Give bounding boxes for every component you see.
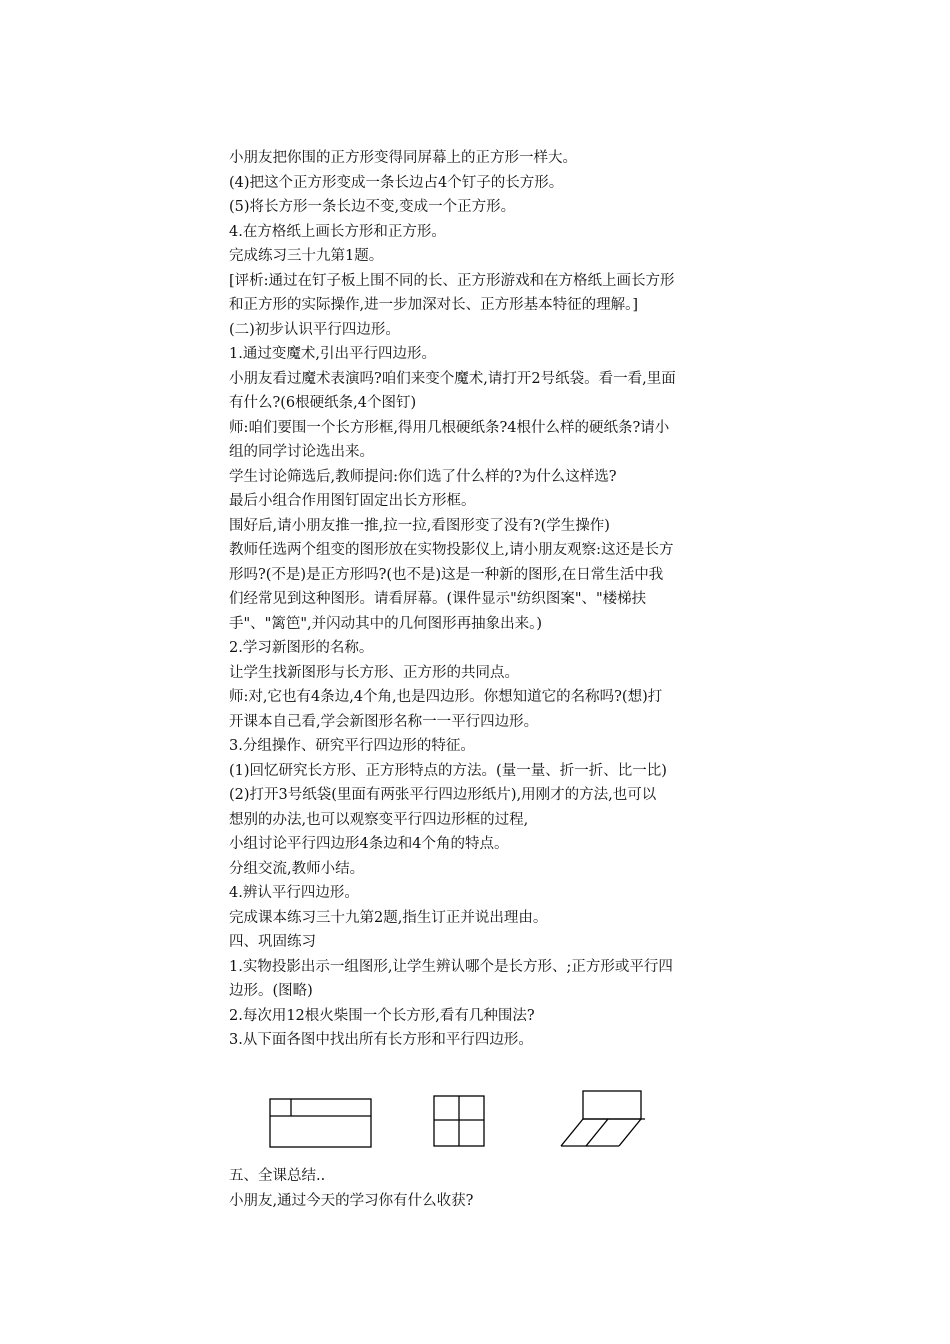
square-grid-figure (434, 1096, 484, 1146)
rectangle-figure (270, 1099, 371, 1147)
text-line: 有什么?(6根硬纸条,4个图钉) (229, 395, 417, 411)
text-line: (4)把这个正方形变成一条长边占4个钉子的长方形。 (229, 174, 564, 191)
text-line: 四、巩固练习 (229, 934, 316, 950)
text-line: 手"、"篱笆",并闪动其中的几何图形再抽象出来。) (229, 615, 543, 632)
text-line: 们经常见到这种图形。请看屏幕。(课件显示"纺织图案"、"楼梯扶 (229, 591, 647, 607)
text-line: 小组讨论平行四边形4条边和4个角的特点。 (229, 836, 509, 852)
text-line: (1)回忆研究长方形、正方形特点的方法。(量一量、折一折、比一比) (229, 762, 667, 779)
section-heading: 五、全课总结.. (229, 1168, 326, 1184)
text-line: 让学生找新图形与长方形、正方形的共同点。 (229, 664, 519, 681)
text-line: 3.分组操作、研究平行四边形的特征。 (229, 738, 475, 754)
text-line: (二)初步认识平行四边形。 (229, 321, 400, 338)
text-line: 4.在方格纸上画长方形和正方形。 (229, 223, 446, 240)
text-line: 小朋友,通过今天的学习你有什么收获? (229, 1193, 474, 1209)
text-line: 师:对,它也有4条边,4个角,也是四边形。你想知道它的名称吗?(想)打 (229, 689, 663, 705)
text-line: (5)将长方形一条长边不变,变成一个正方形。 (229, 199, 516, 215)
text-line: 2.学习新图形的名称。 (229, 640, 374, 656)
text-line: 1.通过变魔术,引出平行四边形。 (229, 346, 436, 362)
text-line: 小朋友把你围的正方形变得同屏幕上的正方形一样大。 (229, 150, 577, 166)
text-line: (2)打开3号纸袋(里面有两张平行四边形纸片),用刚才的方法,也可以 (229, 787, 657, 803)
text-line: 形吗?(不是)是正方形吗?(也不是)这是一种新的图形,在日常生活中我 (229, 566, 664, 583)
text-line: 想别的办法,也可以观察变平行四边形框的过程, (229, 811, 529, 828)
text-line: 3.从下面各图中找出所有长方形和平行四边形。 (229, 1032, 533, 1048)
text-line: 和正方形的实际操作,进一步加深对长、正方形基本特征的理解。] (229, 297, 639, 313)
text-line: 1.实物投影出示一组图形,让学生辨认哪个是长方形、;正方形或平行四 (229, 958, 673, 975)
text-line: 4.辨认平行四边形。 (229, 885, 359, 901)
text-line: 学生讨论筛选后,教师提问:你们选了什么样的?为什么这样选? (229, 468, 617, 485)
parallelogram-figure (561, 1091, 645, 1146)
text-line: 完成练习三十九第1题。 (229, 248, 384, 264)
text-line: 教师任选两个组变的图形放在实物投影仪上,请小朋友观察:这还是长方 (229, 542, 674, 558)
text-line: 完成课本练习三十九第2题,指生订正并说出理由。 (229, 909, 548, 926)
text-line: 最后小组合作用图钉固定出长方形框。 (229, 493, 476, 509)
text-line: 开课本自己看,学会新图形名称一一平行四边形。 (229, 713, 539, 730)
text-line: 小朋友看过魔术表演吗?咱们来变个魔术,请打开2号纸袋。看一看,里面 (229, 370, 676, 387)
text-line: 边形。(图略) (229, 983, 313, 999)
text-line: 组的同学讨论选出来。 (229, 444, 374, 460)
text-line: [评析:通过在钉子板上围不同的长、正方形游戏和在方格纸上画长方形 (229, 272, 675, 289)
text-line: 2.每次用12根火柴围一个长方形,看有几种围法? (229, 1007, 535, 1024)
text-line: 师:咱们要围一个长方形框,得用几根硬纸条?4根什么样的硬纸条?请小 (229, 419, 670, 436)
text-line: 分组交流,教师小结。 (229, 860, 365, 877)
text-line: 围好后,请小朋友推一推,拉一拉,看图形变了没有?(学生操作) (229, 517, 610, 534)
